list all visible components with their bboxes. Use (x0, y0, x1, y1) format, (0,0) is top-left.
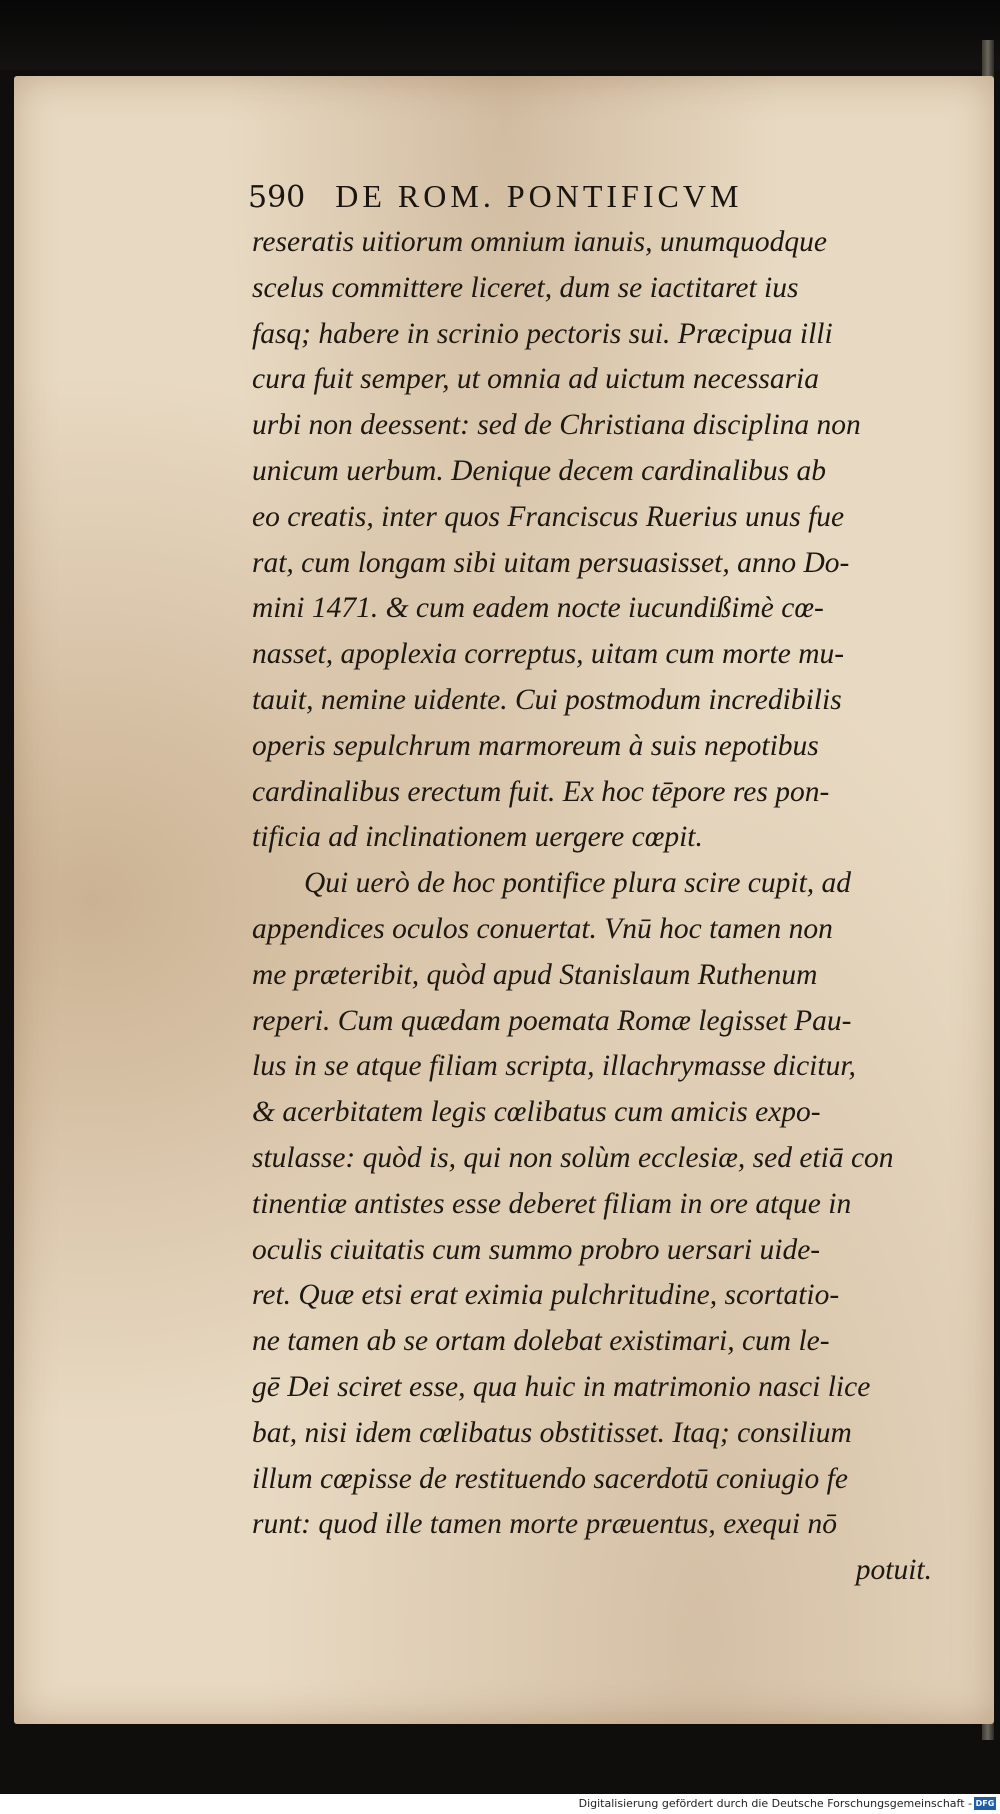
digitization-credit: Digitalisierung gefördert durch die Deutsche Forschungsgemeinschaft - (578, 1797, 972, 1810)
text-line: runt: quod ille tamen morte præuentus, exequi nō (252, 1508, 838, 1541)
text-line: Qui uerò de hoc pontifice plura scire cupit, ad (304, 867, 852, 900)
text-line: fasq; habere in scrinio pectoris sui. Præcipua illi (252, 317, 833, 350)
body-text (252, 220, 932, 1594)
text-line: ne tamen ab se ortam dolebat existimari, cum le- (252, 1325, 830, 1358)
text-line: urbi non deessent: sed de Christiana disciplina non (252, 409, 861, 442)
text-line: tificia ad inclinationem uergere cœpit. (252, 821, 703, 854)
text-line: potuit. (855, 1554, 932, 1587)
text-line: cardinalibus erectum fuit. Ex hoc tēpore res pon- (252, 775, 830, 808)
page-number: 590 (248, 180, 306, 215)
dfg-logo: DFG (975, 1799, 995, 1808)
running-head: DE ROM. PONTIFICVM (335, 178, 743, 214)
text-line: cura fuit semper, ut omnia ad uictum necessaria (252, 363, 819, 396)
scan-background (0, 0, 1000, 70)
text-line: scelus committere liceret, dum se iactitaret ius (252, 271, 799, 304)
text-line: nasset, apoplexia correptus, uitam cum morte mu- (252, 638, 845, 671)
text-line: operis sepulchrum marmoreum à suis nepotibus (252, 729, 819, 762)
text-line: tinentiæ antistes esse deberet filiam in ore atque in (252, 1187, 852, 1220)
text-line: me præteribit, quòd apud Stanislaum Ruthenum (252, 958, 818, 991)
page-header (248, 178, 888, 226)
text-line: gē Dei sciret esse, qua huic in matrimonio nasci lice (252, 1370, 871, 1403)
text-line: bat, nisi idem cœlibatus obstitisset. Itaq; consilium (252, 1416, 852, 1449)
text-line: unicum uerbum. Denique decem cardinalibus ab (252, 454, 827, 487)
text-line: reseratis uitiorum omnium ianuis, unumquodque (252, 226, 827, 258)
text-line: rat, cum longam sibi uitam persuasisset, anno Do- (252, 546, 850, 579)
text-line: & acerbitatem legis cœlibatus cum amicis expo- (252, 1096, 821, 1129)
text-line: oculis ciuitatis cum summo probro uersari uide- (252, 1233, 821, 1266)
text-line: appendices oculos conuertat. Vnū hoc tamen non (252, 912, 833, 945)
text-line: eo creatis, inter quos Franciscus Ruerius unus fue (252, 500, 845, 533)
text-line: reperi. Cum quædam poemata Romæ legisset Pau- (252, 1004, 852, 1037)
text-line: lus in se atque filiam scripta, illachrymasse dicitur, (252, 1050, 856, 1083)
text-line: tauit, nemine uidente. Cui postmodum incredibilis (252, 683, 842, 716)
text-line: stulasse: quòd is, qui non solùm ecclesiæ, sed etiā con (252, 1141, 894, 1174)
text-line: ret. Quæ etsi erat eximia pulchritudine, scortatio- (252, 1279, 840, 1312)
text-line: mini 1471. & cum eadem nocte iucundißimè cœ- (252, 592, 824, 625)
text-line: illum cœpisse de restituendo sacerdotū coniugio fe (252, 1462, 848, 1495)
